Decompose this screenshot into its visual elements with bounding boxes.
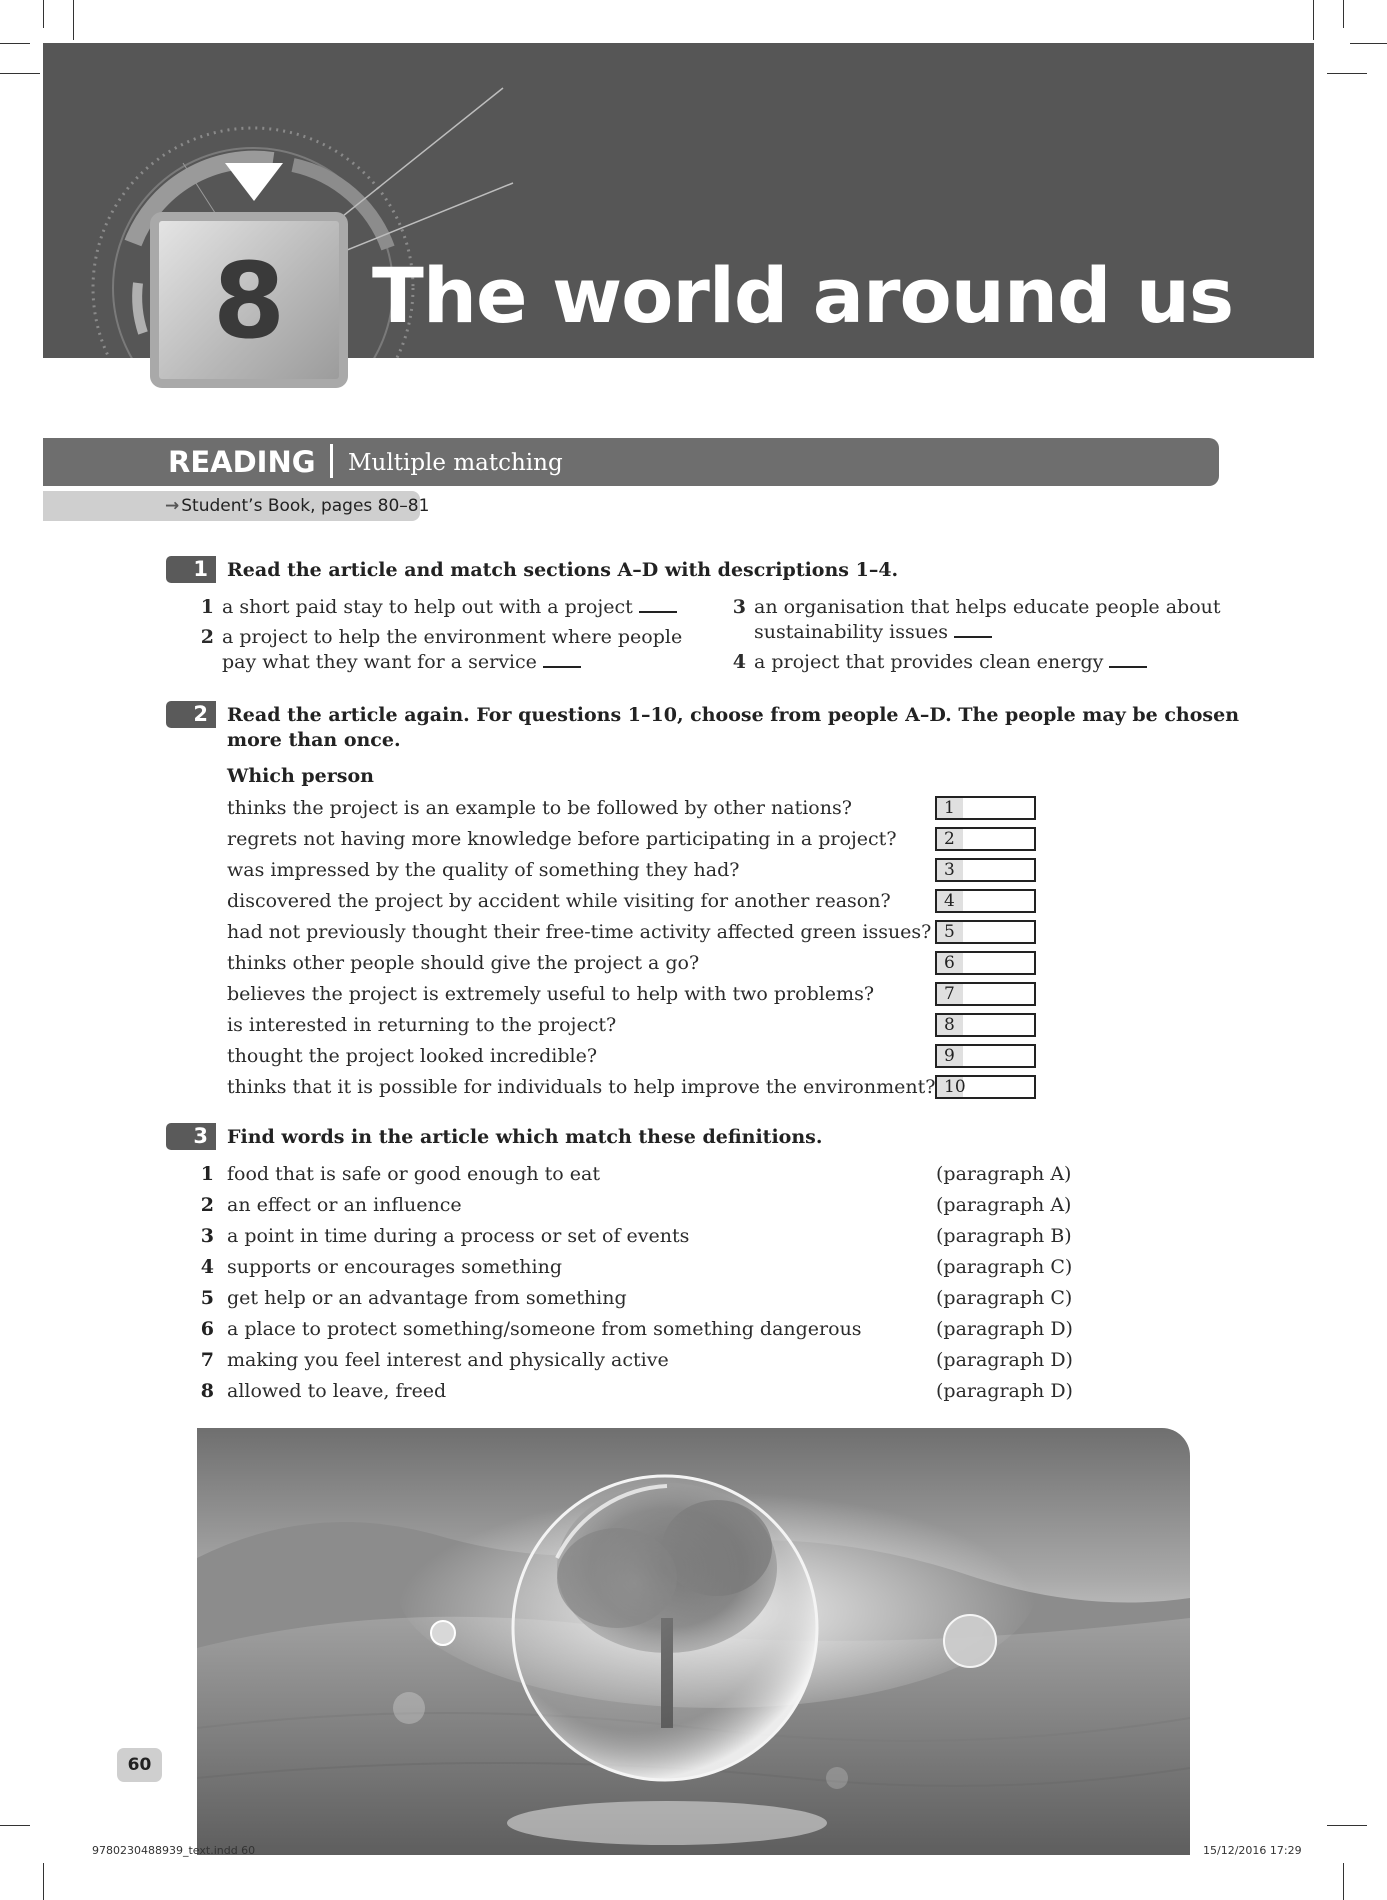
definition-text: a point in time during a process or set of events [227,1225,690,1247]
definition-number: 3 [200,1225,214,1247]
definition-text: get help or an advantage from something [227,1287,627,1309]
crop-mark [0,1825,30,1826]
question-text: thinks other people should give the project a go? [227,952,700,974]
answer-box[interactable]: 10 [935,1075,1036,1099]
crop-mark [1327,1825,1367,1826]
crop-mark [1343,0,1344,28]
answer-box[interactable]: 1 [935,796,1036,820]
definition-paragraph: (paragraph C) [936,1256,1073,1278]
reference-bar [43,491,430,521]
answer-box[interactable]: 5 [935,920,1036,944]
definition-number: 7 [200,1349,214,1371]
answer-blank[interactable] [954,622,992,638]
section-bar [43,438,1219,486]
question-text: is interested in returning to the project? [227,1014,617,1036]
exercise-number: 1 [166,556,216,583]
reference-text: Student’s Book, pages 80–81 [181,496,430,516]
question-text: thinks the project is an example to be followed by other nations? [227,797,852,819]
answer-box[interactable]: 2 [935,827,1036,851]
definition-paragraph: (paragraph C) [936,1287,1073,1309]
answer-box[interactable]: 6 [935,951,1036,975]
crop-mark [0,73,40,74]
unit-number: 8 [212,240,286,362]
definition-number: 2 [200,1194,214,1216]
answer-box[interactable]: 3 [935,858,1036,882]
crop-mark [73,0,74,40]
question-text: had not previously thought their free-time activity affected green issues? [227,921,932,943]
glass-sphere-tree-image [197,1428,1190,1855]
definition-paragraph: (paragraph B) [936,1225,1072,1247]
question-text: was impressed by the quality of something they had? [227,859,740,881]
definition-paragraph: (paragraph D) [936,1318,1073,1340]
question-text: thought the project looked incredible? [227,1045,598,1067]
crop-mark [43,0,44,28]
answer-blank[interactable] [639,597,677,613]
answer-blank[interactable] [1109,652,1147,668]
question-text: regrets not having more knowledge before participating in a project? [227,828,897,850]
definition-number: 4 [200,1256,214,1278]
exercise-instruction: Read the article again. For questions 1–10, choose from people A–D. The people may be chosen [227,704,1240,726]
question-text: thinks that it is possible for individuals to help improve the environment? [227,1076,936,1098]
question-lead: Which person [227,765,374,787]
article-photo [197,1428,1190,1855]
definition-paragraph: (paragraph A) [936,1163,1072,1185]
question-text: believes the project is extremely useful to help with two problems? [227,983,875,1005]
file-info: 9780230488939_text.indd 60 [92,1844,256,1857]
definition-paragraph: (paragraph A) [936,1194,1072,1216]
exercise-instruction: more than once. [227,729,401,751]
crop-mark [1350,43,1387,44]
definition-number: 6 [200,1318,214,1340]
section-label: READING [168,445,316,479]
arrow-right-icon: → [165,496,180,516]
definition-text: allowed to leave, freed [227,1380,447,1402]
exercise-number: 3 [166,1123,216,1150]
exercise-number: 2 [166,701,216,728]
exercise-instruction: Find words in the article which match these definitions. [227,1126,823,1148]
crop-mark [1327,73,1367,74]
answer-box[interactable]: 7 [935,982,1036,1006]
crop-mark [43,1863,44,1900]
question-text: discovered the project by accident while visiting for another reason? [227,890,891,912]
crop-mark [1343,1863,1344,1900]
definition-number: 8 [200,1380,214,1402]
section-subtitle: Multiple matching [348,450,563,476]
definition-text: a place to protect something/someone from something dangerous [227,1318,862,1340]
exercise-instruction: Read the article and match sections A–D with descriptions 1–4. [227,559,899,581]
definition-text: supports or encourages something [227,1256,563,1278]
unit-number-box [150,212,348,388]
unit-title: The world around us [372,251,1234,340]
answer-blank[interactable] [543,652,581,668]
section-divider [330,444,333,478]
definition-paragraph: (paragraph D) [936,1349,1073,1371]
page-number: 60 [117,1748,162,1782]
definition-number: 5 [200,1287,214,1309]
definition-text: an effect or an influence [227,1194,462,1216]
definition-number: 1 [200,1163,214,1185]
answer-box[interactable]: 9 [935,1044,1036,1068]
definition-text: food that is safe or good enough to eat [227,1163,600,1185]
answer-box[interactable]: 8 [935,1013,1036,1037]
answer-box[interactable]: 4 [935,889,1036,913]
definition-text: making you feel interest and physically active [227,1349,669,1371]
crop-mark [1313,0,1314,40]
print-date: 15/12/2016 17:29 [1203,1844,1302,1857]
definition-paragraph: (paragraph D) [936,1380,1073,1402]
crop-mark [0,43,30,44]
